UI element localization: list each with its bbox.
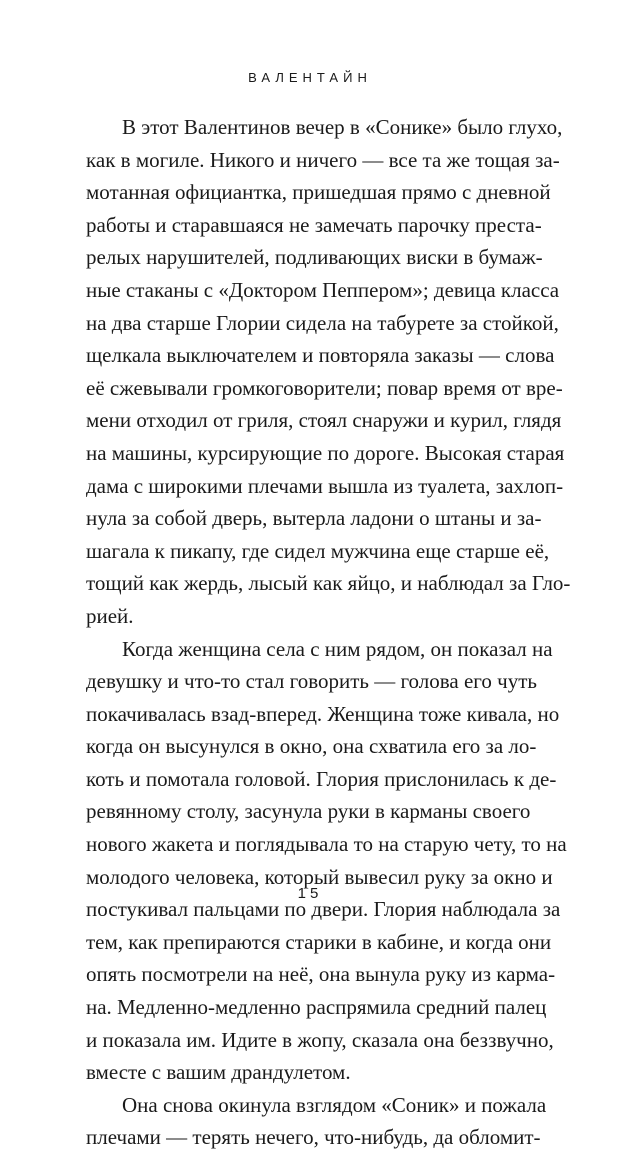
- text-line: ные стаканы с «Доктором Пеппером»; девица класса: [86, 277, 560, 302]
- text-line: релых нарушителей, подливающих виски в бумаж-: [86, 245, 543, 270]
- page-number: 15: [297, 885, 323, 902]
- text-line: Когда женщина села с ним рядом, он показал на: [122, 636, 553, 661]
- text-line: мотанная официантка, пришедшая прямо с дневной: [86, 180, 551, 205]
- paragraph-1: [86, 111, 571, 633]
- text-line: и показала им. Идите в жопу, сказала она беззвучно,: [86, 1027, 554, 1052]
- text-line: шагала к пикапу, где сидел мужчина еще старше её,: [86, 538, 550, 563]
- text-line: дама с широкими плечами вышла из туалета, захлоп-: [86, 473, 564, 498]
- text-line: молодого человека, который вывесил руку за окно и: [86, 864, 553, 889]
- text-line: покачивалась взад-вперед. Женщина тоже кивала, но: [86, 701, 560, 726]
- text-line: её сжевывали громкоговорители; повар время от вре-: [86, 375, 563, 400]
- text-line: вместе с вашим драндулетом.: [86, 1060, 351, 1085]
- text-line: Она снова окинула взглядом «Соник» и пожала: [122, 1092, 547, 1117]
- text-line: девушку и что-то стал говорить — голова его чуть: [86, 669, 537, 694]
- text-line: рией.: [86, 603, 134, 628]
- text-line: на. Медленно-медленно распрямила средний палец: [86, 995, 547, 1020]
- text-line: мени отходил от гриля, стоял снаружи и курил, глядя: [86, 408, 562, 433]
- paragraph-2: [86, 633, 567, 1089]
- body-text: [86, 111, 571, 1154]
- text-line: на два старше Глории сидела на табурете за стойкой,: [86, 310, 559, 335]
- text-line: тощий как жердь, лысый как яйцо, и наблюдал за Гло-: [86, 571, 571, 596]
- text-line: постукивал пальцами по двери. Глория наблюдала за: [86, 897, 561, 922]
- text-line: плечами — терять нечего, что-нибудь, да обломит-: [86, 1125, 541, 1150]
- text-line: ревянному столу, засунула руки в карманы своего: [86, 799, 531, 824]
- text-line: работы и старавшаяся не замечать парочку преста-: [86, 212, 542, 237]
- text-line: нула за собой дверь, вытерла ладони о штаны и за-: [86, 506, 542, 531]
- text-line: коть и помотала головой. Глория прислонилась к де-: [86, 766, 557, 791]
- text-line: когда он высунулся в окно, она схватила его за ло-: [86, 734, 537, 759]
- paragraph-3: [86, 1089, 547, 1154]
- text-line: щелкала выключателем и повторяла заказы — слова: [86, 343, 555, 368]
- text-line: на машины, курсирующие по дороге. Высокая старая: [86, 440, 565, 465]
- running-head: ВАЛЕНТАЙН: [248, 70, 372, 85]
- text-line: В этот Валентинов вечер в «Сонике» было глухо,: [122, 115, 563, 139]
- text-line: тем, как препираются старики в кабине, и когда они: [86, 929, 552, 954]
- text-line: нового жакета и поглядывала то на старую чету, то на: [86, 832, 567, 857]
- text-line: опять посмотрели на неё, она вынула руку из карма-: [86, 962, 556, 987]
- text-line: как в могиле. Никого и ничего — все та же тощая за-: [86, 147, 560, 172]
